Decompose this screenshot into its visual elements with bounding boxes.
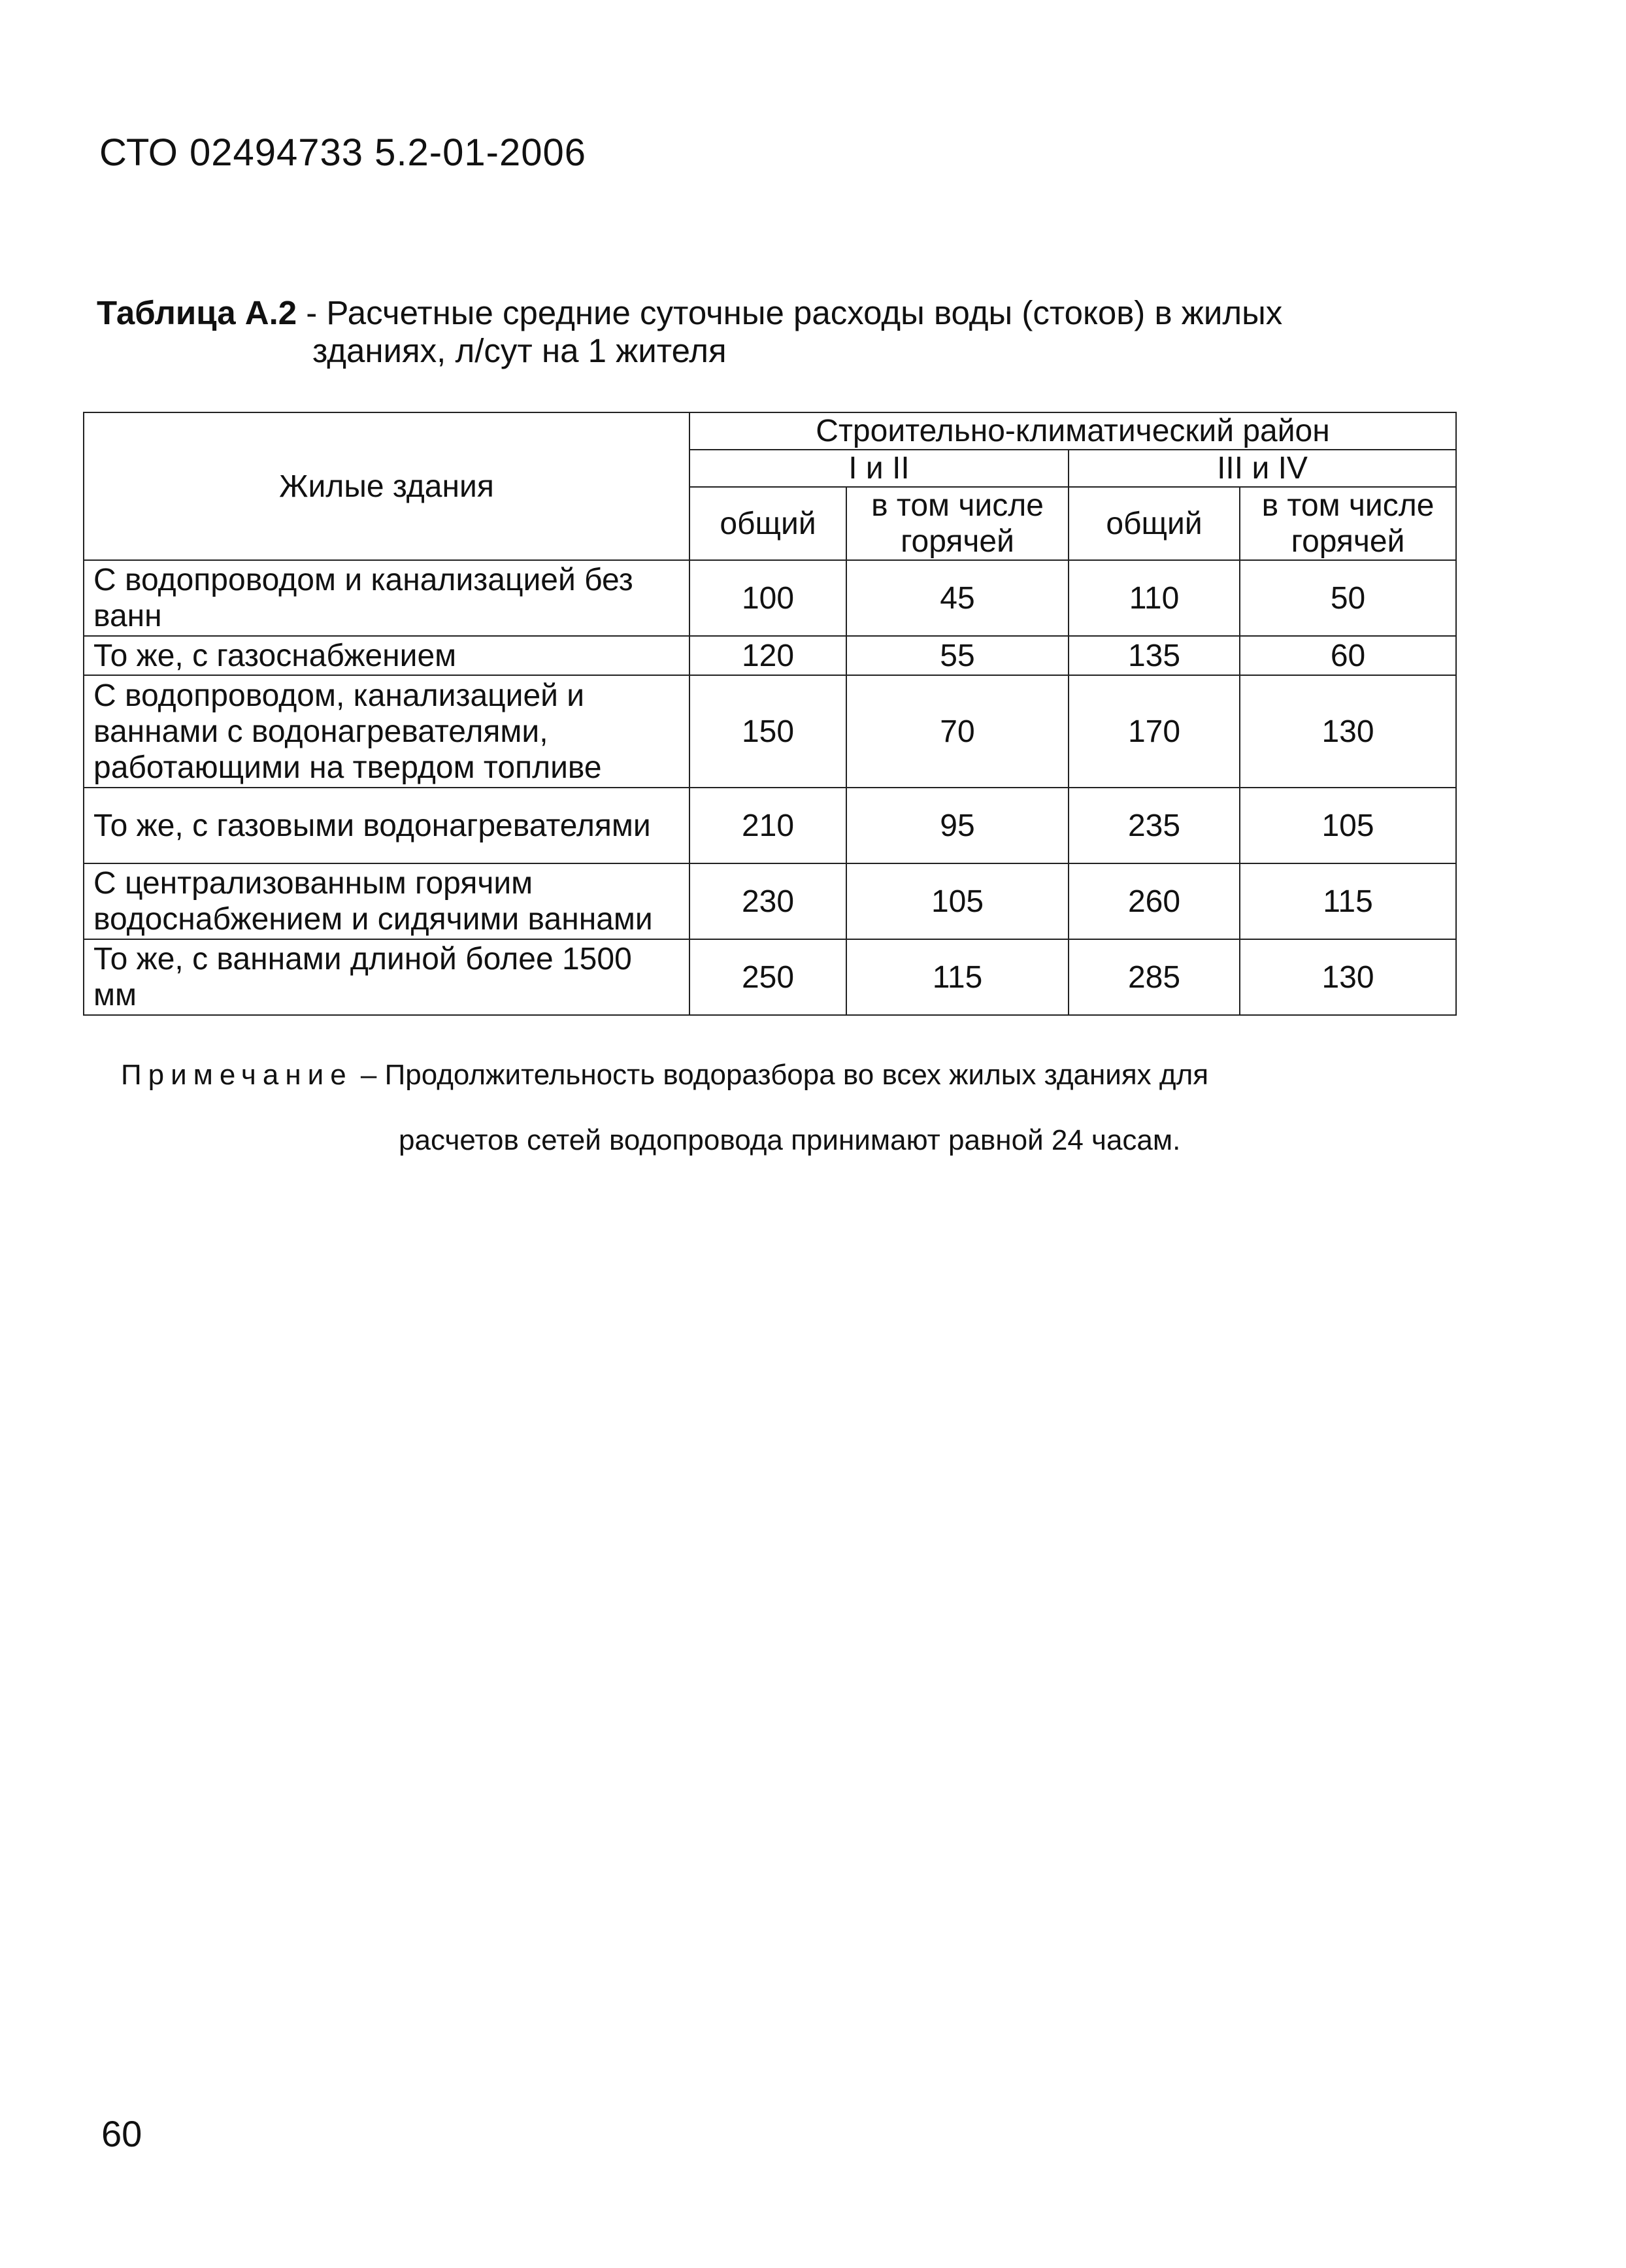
table-row [84,560,1456,636]
column-header-total: общий [1069,487,1240,560]
note-dash: – [352,1059,385,1091]
cell-value: 60 [1240,636,1456,675]
row-name: С централизованным горячим водоснабжением и сидячими ваннами [84,863,689,939]
column-header-hot: в том числе горячей [1240,487,1456,560]
cell-value: 110 [1069,560,1240,636]
cell-value: 250 [689,939,846,1015]
row-name: То же, с газоснабжением [84,636,689,675]
cell-value: 115 [1240,863,1456,939]
cell-value: 230 [689,863,846,939]
column-header-buildings: Жилые здания [84,412,689,560]
table-caption-line2: зданиях, л/сут на 1 жителя [312,332,727,369]
cell-value: 50 [1240,560,1456,636]
cell-value: 130 [1240,939,1456,1015]
cell-value: 105 [846,863,1069,939]
page-number: 60 [101,2113,142,2154]
table-row [84,636,1456,675]
table-caption-label: Таблица А.2 [97,294,297,331]
cell-value: 170 [1069,675,1240,788]
cell-value: 100 [689,560,846,636]
cell-value: 45 [846,560,1069,636]
column-header-hot: в том числе горячей [846,487,1069,560]
table-caption-line1: - Расчетные средние суточные расходы воды (стоков) в жилых [297,294,1283,331]
column-header-region: Строительно-климатический район [689,412,1456,450]
cell-value: 70 [846,675,1069,788]
table-note [121,1056,1209,1156]
cell-value: 210 [689,788,846,863]
column-header-region-1-2: I и II [689,450,1069,487]
column-header-region-3-4: III и IV [1069,450,1456,487]
table-caption [97,294,1282,370]
cell-value: 285 [1069,939,1240,1015]
note-line1: Продолжительность водоразбора во всех жилых зданиях для [384,1059,1209,1091]
cell-value: 130 [1240,675,1456,788]
column-header-total: общий [689,487,846,560]
cell-value: 105 [1240,788,1456,863]
cell-value: 120 [689,636,846,675]
note-label: Примечание [121,1059,353,1091]
cell-value: 260 [1069,863,1240,939]
note-line2: расчетов сетей водопровода принимают равной 24 часам. [399,1124,1181,1156]
table-row [84,939,1456,1015]
cell-value: 235 [1069,788,1240,863]
row-name: С водопроводом и канализацией без ванн [84,560,689,636]
cell-value: 95 [846,788,1069,863]
row-name: То же, с ваннами длиной более 1500 мм [84,939,689,1015]
row-name: С водопроводом, канализацией и ваннами с водонагревателями, работающими на твердом топливе [84,675,689,788]
table-row [84,863,1456,939]
table-row [84,788,1456,863]
row-name: То же, с газовыми водонагревателями [84,788,689,863]
cell-value: 115 [846,939,1069,1015]
cell-value: 150 [689,675,846,788]
cell-value: 55 [846,636,1069,675]
document-code: СТО 02494733 5.2-01-2006 [99,131,586,174]
table-row [84,675,1456,788]
water-consumption-table [83,412,1457,1016]
cell-value: 135 [1069,636,1240,675]
